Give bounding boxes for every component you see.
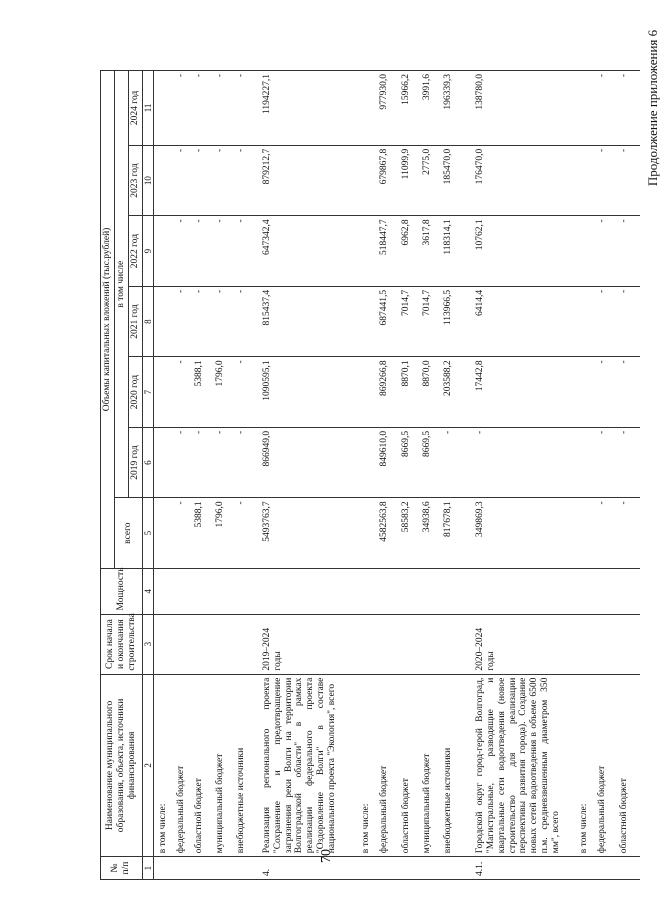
cell-value: - — [193, 145, 214, 216]
cell-value: - — [235, 71, 261, 146]
header-2024: 2024 год — [128, 71, 142, 146]
cell-value — [578, 427, 596, 498]
cell-capacity — [596, 568, 618, 614]
cell-capacity — [421, 568, 442, 614]
cell-num — [175, 857, 193, 880]
cell-capacity — [235, 568, 261, 614]
cell-num — [193, 857, 214, 880]
table-row — [378, 71, 400, 880]
cell-value: 185470,0 — [442, 145, 474, 216]
cell-value: - — [618, 71, 640, 146]
cell-value: - — [175, 498, 193, 569]
cell-name: в том числе: — [578, 674, 596, 857]
cell-value: 3617,8 — [421, 216, 442, 287]
cell-value: 138780,0 — [474, 71, 578, 146]
cell-capacity — [378, 568, 400, 614]
cell-term — [378, 614, 400, 674]
cell-value: - — [193, 216, 214, 287]
column-number-row — [142, 71, 153, 880]
cell-value: 1796,0 — [214, 498, 235, 569]
cell-value: 113966,5 — [442, 286, 474, 357]
cell-name: федеральный бюджет — [596, 674, 618, 857]
cell-value: 1090595,1 — [261, 357, 360, 428]
cell-num — [154, 857, 175, 880]
cell-num — [618, 857, 640, 880]
capital-investments-table — [100, 70, 640, 880]
header-2023: 2023 год — [128, 145, 142, 216]
colnum: 9 — [142, 216, 153, 287]
cell-value: 176470,0 — [474, 145, 578, 216]
rotated-table-container — [100, 70, 629, 880]
cell-value: - — [193, 71, 214, 146]
cell-value: - — [175, 216, 193, 287]
cell-value — [360, 216, 378, 287]
cell-term — [360, 614, 378, 674]
cell-value: 196339,3 — [442, 71, 474, 146]
cell-value: 8669,5 — [400, 427, 421, 498]
colnum: 10 — [142, 145, 153, 216]
cell-value — [154, 357, 175, 428]
cell-term: 2020–2024 годы — [474, 614, 578, 674]
cell-value: 687441,5 — [378, 286, 400, 357]
cell-capacity — [193, 568, 214, 614]
table-row — [596, 71, 618, 880]
cell-value — [578, 216, 596, 287]
cell-value — [360, 357, 378, 428]
table-row — [360, 71, 378, 880]
table-row — [442, 71, 474, 880]
cell-value: 17442,8 — [474, 357, 578, 428]
cell-num — [214, 857, 235, 880]
colnum: 1 — [142, 857, 153, 880]
cell-name: областной бюджет — [193, 674, 214, 857]
cell-value: 869266,8 — [378, 357, 400, 428]
header-capacity: Мощность — [101, 568, 143, 614]
cell-value: - — [618, 498, 640, 569]
cell-value: 10762,1 — [474, 216, 578, 287]
cell-name: областной бюджет — [618, 674, 640, 857]
cell-num — [400, 857, 421, 880]
cell-capacity — [400, 568, 421, 614]
cell-value: 7014,7 — [421, 286, 442, 357]
cell-term — [596, 614, 618, 674]
cell-num — [235, 857, 261, 880]
cell-value: - — [175, 71, 193, 146]
cell-value: - — [175, 357, 193, 428]
table-row — [421, 71, 442, 880]
cell-capacity — [578, 568, 596, 614]
cell-value — [154, 216, 175, 287]
cell-value — [154, 498, 175, 569]
header-name: Наименование муниципального образования, объекта, источники финансирования — [101, 674, 143, 857]
cell-term — [578, 614, 596, 674]
cell-value: 7014,7 — [400, 286, 421, 357]
cell-term — [235, 614, 261, 674]
cell-value: - — [235, 427, 261, 498]
page-number: 70 — [319, 849, 334, 863]
cell-capacity — [474, 568, 578, 614]
cell-value — [154, 71, 175, 146]
table-row — [474, 71, 578, 880]
cell-name: внебюджетные источники — [235, 674, 261, 857]
cell-num — [360, 857, 378, 880]
table-row — [154, 71, 175, 880]
cell-value: - — [596, 216, 618, 287]
header-incl: в том числе — [114, 71, 128, 498]
cell-term — [421, 614, 442, 674]
cell-value: 349869,3 — [474, 498, 578, 569]
cell-num: 4. — [261, 857, 360, 880]
cell-value: 5388,1 — [193, 357, 214, 428]
cell-name: областной бюджет — [400, 674, 421, 857]
header-2020: 2020 год — [128, 357, 142, 428]
cell-name: Реализация регионального проекта "Сохранение и предотвращение загрязнения реки Волги на территории Волгоградской области" в рамках реализации федерального проекта "Оздоровление Волги" в составе национального проекта "Экология", всего — [261, 674, 360, 857]
cell-value: 11099,9 — [400, 145, 421, 216]
header-term: Срок начала и окончания строительства — [101, 614, 143, 674]
cell-value: 15966,2 — [400, 71, 421, 146]
colnum: 4 — [142, 568, 153, 614]
cell-value: - — [214, 145, 235, 216]
cell-value: 2775,0 — [421, 145, 442, 216]
table-row — [214, 71, 235, 880]
cell-value: 118314,1 — [442, 216, 474, 287]
cell-value — [360, 71, 378, 146]
cell-value: - — [193, 286, 214, 357]
colnum: 6 — [142, 427, 153, 498]
cell-name: федеральный бюджет — [378, 674, 400, 857]
cell-value: - — [235, 357, 261, 428]
colnum: 3 — [142, 614, 153, 674]
cell-term — [175, 614, 193, 674]
cell-value: 5493763,7 — [261, 498, 360, 569]
colnum: 2 — [142, 674, 153, 857]
cell-value: 647342,4 — [261, 216, 360, 287]
cell-value — [360, 286, 378, 357]
cell-term — [618, 614, 640, 674]
table-row — [261, 71, 360, 880]
cell-term — [442, 614, 474, 674]
cell-value: 4582563,8 — [378, 498, 400, 569]
cell-value: - — [214, 427, 235, 498]
cell-value: - — [618, 286, 640, 357]
cell-num — [596, 857, 618, 880]
cell-value — [578, 498, 596, 569]
header-total: всего — [114, 498, 142, 569]
cell-value: - — [235, 145, 261, 216]
cell-value: 866949,0 — [261, 427, 360, 498]
cell-name: внебюджетные источники — [442, 674, 474, 857]
cell-value: 34938,6 — [421, 498, 442, 569]
cell-name: федеральный бюджет — [175, 674, 193, 857]
cell-capacity — [442, 568, 474, 614]
cell-value: - — [618, 145, 640, 216]
cell-value: - — [235, 498, 261, 569]
cell-value: - — [596, 286, 618, 357]
cell-value: - — [214, 286, 235, 357]
cell-value: - — [618, 216, 640, 287]
cell-value: 3991,6 — [421, 71, 442, 146]
cell-value: - — [442, 427, 474, 498]
table-row — [400, 71, 421, 880]
colnum: 5 — [142, 498, 153, 569]
cell-value: 6414,4 — [474, 286, 578, 357]
cell-capacity — [175, 568, 193, 614]
cell-value: 518447,7 — [378, 216, 400, 287]
table-body — [154, 71, 640, 880]
cell-value: 679867,8 — [378, 145, 400, 216]
cell-value: 8870,0 — [421, 357, 442, 428]
cell-value — [578, 286, 596, 357]
cell-value: - — [175, 427, 193, 498]
cell-name: в том числе: — [360, 674, 378, 857]
header-2022: 2022 год — [128, 216, 142, 287]
cell-num: 4.1. — [474, 857, 578, 880]
table-row — [193, 71, 214, 880]
cell-name: в том числе: — [154, 674, 175, 857]
cell-num — [378, 857, 400, 880]
cell-value: - — [214, 216, 235, 287]
cell-name: муниципальный бюджет — [421, 674, 442, 857]
cell-value: 8870,1 — [400, 357, 421, 428]
cell-value: 815437,4 — [261, 286, 360, 357]
cell-value: 203588,2 — [442, 357, 474, 428]
cell-term — [400, 614, 421, 674]
header-2019: 2019 год — [128, 427, 142, 498]
cell-value: 58583,2 — [400, 498, 421, 569]
cell-value: 8669,5 — [421, 427, 442, 498]
cell-value: 849610,0 — [378, 427, 400, 498]
header-2021: 2021 год — [128, 286, 142, 357]
cell-name: муниципальный бюджет — [214, 674, 235, 857]
cell-value: - — [175, 145, 193, 216]
colnum: 11 — [142, 71, 153, 146]
cell-value: - — [235, 286, 261, 357]
table-row — [578, 71, 596, 880]
cell-term: 2019–2024 годы — [261, 614, 360, 674]
cell-value — [360, 498, 378, 569]
cell-capacity — [154, 568, 175, 614]
cell-capacity — [360, 568, 378, 614]
continuation-caption: Продолжение приложения 6 — [645, 29, 661, 187]
cell-capacity — [261, 568, 360, 614]
cell-value — [578, 357, 596, 428]
cell-term — [154, 614, 175, 674]
cell-value: - — [596, 145, 618, 216]
table-row — [175, 71, 193, 880]
cell-term — [214, 614, 235, 674]
cell-value: - — [175, 286, 193, 357]
cell-value — [578, 145, 596, 216]
cell-value: 977930,0 — [378, 71, 400, 146]
cell-value: 1796,0 — [214, 357, 235, 428]
cell-capacity — [618, 568, 640, 614]
header-volumes: Объемы капитальных вложений (тыс.рублей) — [101, 71, 115, 569]
cell-value: 879212,7 — [261, 145, 360, 216]
cell-value: 1194227,1 — [261, 71, 360, 146]
cell-value: - — [596, 357, 618, 428]
cell-value — [154, 286, 175, 357]
cell-value — [154, 145, 175, 216]
cell-value: - — [596, 71, 618, 146]
cell-name: Городской округ город-герой Волгоград, "Магистральные, разводящие и квартальные сети водоотведения (новое строительство для реализации перспективы развития города). Создание новых сетей водоотведения в объеме 6500 п.м. средневзвешенным диаметром 350 мм", всего — [474, 674, 578, 857]
cell-capacity — [214, 568, 235, 614]
cell-value: - — [474, 427, 578, 498]
cell-num — [421, 857, 442, 880]
cell-value: 817678,1 — [442, 498, 474, 569]
cell-value: - — [596, 427, 618, 498]
cell-value: - — [618, 357, 640, 428]
colnum: 7 — [142, 357, 153, 428]
cell-value: - — [596, 498, 618, 569]
table-row — [235, 71, 261, 880]
cell-num — [578, 857, 596, 880]
cell-value: - — [214, 71, 235, 146]
cell-value: - — [618, 427, 640, 498]
table-row — [618, 71, 640, 880]
cell-term — [193, 614, 214, 674]
cell-value: 5388,1 — [193, 498, 214, 569]
cell-value: 6962,8 — [400, 216, 421, 287]
cell-value — [360, 427, 378, 498]
cell-value: - — [193, 427, 214, 498]
cell-num — [442, 857, 474, 880]
cell-value: - — [235, 216, 261, 287]
cell-value — [360, 145, 378, 216]
cell-value — [578, 71, 596, 146]
cell-value — [154, 427, 175, 498]
header-num: № п/п — [101, 857, 143, 880]
colnum: 8 — [142, 286, 153, 357]
